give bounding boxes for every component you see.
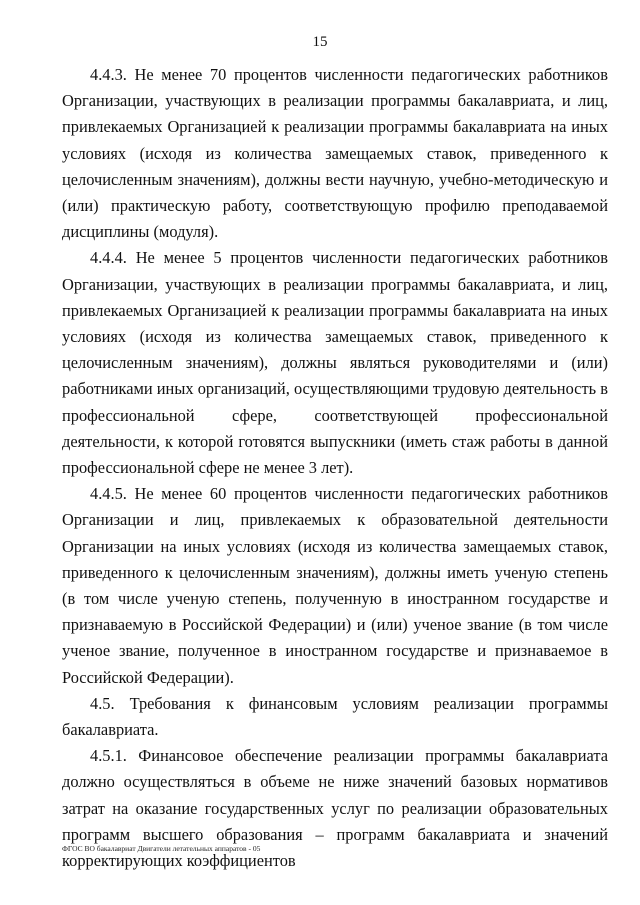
document-body (62, 62, 608, 874)
section-heading-4-5: 4.5. Требования к финансовым условиям реализации программы бакалавриата. (62, 693, 608, 740)
footer-document-code: ФГОС ВО бакалавриат Двигатели летательных аппаратов - 05 (62, 844, 261, 853)
paragraph-4-4-3: 4.4.3. Не менее 70 процентов численности педагогических работников Организации, участвующих в реализации программы бакалавриата, и лиц, привлекаемых Организацией к реализации программы бакалавриата на иных условиях (исходя из количества замещаемых ставок, приведенного к целочисленным значениям), должны вести научную, учебно-методическую и (или) практическую работу, соответствующую профилю преподаваемой дисциплины (модуля). (62, 65, 608, 242)
page-number: 15 (312, 34, 328, 50)
paragraph-4-5-1: 4.5.1. Финансовое обеспечение реализации программы бакалавриата должно осуществляться в объеме не ниже значений базовых нормативов затрат на оказание государственных услуг по реализации образовательных программ высшего образования – программ бакалавриата и значений корректирующих коэффициентов (62, 746, 608, 871)
paragraph-4-4-4: 4.4.4. Не менее 5 процентов численности педагогических работников Организации, участвующих в реализации программы бакалавриата, и лиц, привлекаемых Организацией к реализации программы бакалавриата на иных условиях (исходя из количества замещаемых ставок, приведенного к целочисленным значениям), должны являться руководителями и (или) работниками иных организаций, осуществляющими трудовую деятельность в профессиональной сфере, соответствующей профессиональной деятельности, к которой готовятся выпускники (иметь стаж работы в данной профессиональной сфере не менее 3 лет). (62, 248, 608, 478)
paragraph-4-4-5: 4.4.5. Не менее 60 процентов численности педагогических работников Организации и лиц, привлекаемых к образовательной деятельности Организации на иных условиях (исходя из количества замещаемых ставок, приведенного к целочисленным значениям), должны иметь ученую степень (в том числе ученую степень, полученную в иностранном государстве и признаваемую в Российской Федерации) и (или) ученое звание (в том числе ученое звание, полученное в иностранном государстве и признаваемое в Российской Федерации). (62, 484, 608, 687)
